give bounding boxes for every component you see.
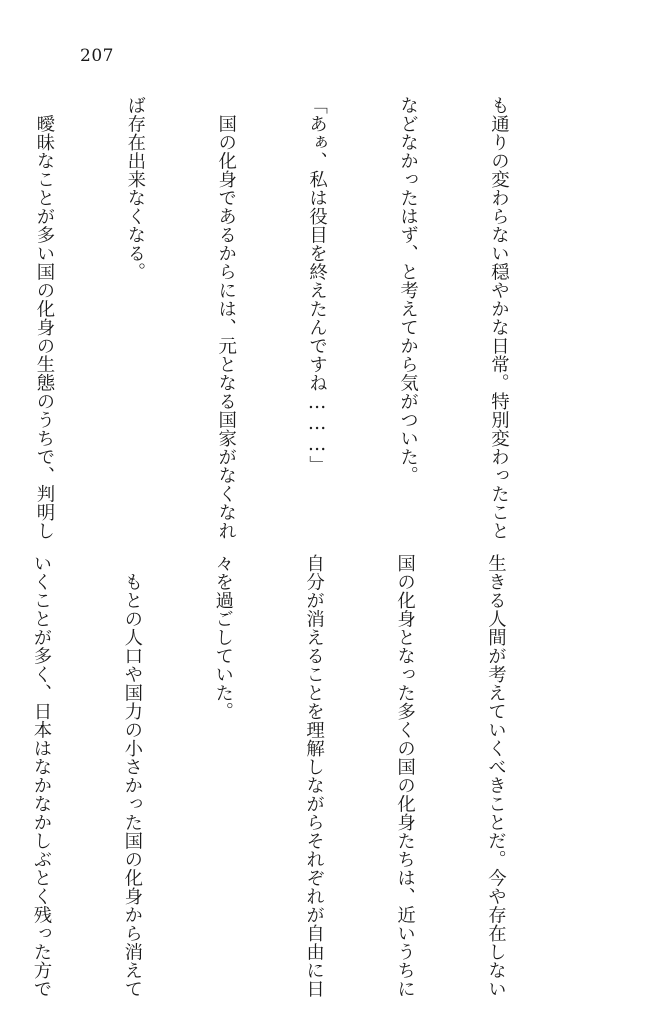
text-line: 国の化身であるからには、元となる国家がなくなれ xyxy=(215,96,237,540)
upper-text-block xyxy=(33,96,574,540)
lower-text-block xyxy=(30,554,571,998)
text-line: 自分が消えることを理解しながらそれぞれが自由に日 xyxy=(303,554,325,998)
text-line: 曖昧なことが多い国の化身の生態のうちで、判明し xyxy=(33,96,55,540)
page-number: 207 xyxy=(80,46,114,66)
text-line: などなかったはず、と考えてから気がついた。 xyxy=(397,96,419,485)
text-line: も通りの変わらない穏やかな日常。特別変わったこと xyxy=(488,96,510,540)
text-line: 国の化身となった多くの国の化身たちは、近いうちに xyxy=(394,554,416,998)
text-line: 々を過ごしていた。 xyxy=(212,554,234,721)
text-line: 「あぁ、私は役目を終えたんですね………」 xyxy=(306,96,328,474)
text-line: もとの人口や国力の小さかった国の化身から消えて xyxy=(121,554,143,998)
text-line: いくことが多く、日本はなかなかしぶとく残った方で xyxy=(30,554,52,998)
text-line: ば存在出来なくなる。 xyxy=(124,96,146,281)
text-line: 生きる人間が考えていくべきことだ。今や存在しない xyxy=(485,554,507,998)
